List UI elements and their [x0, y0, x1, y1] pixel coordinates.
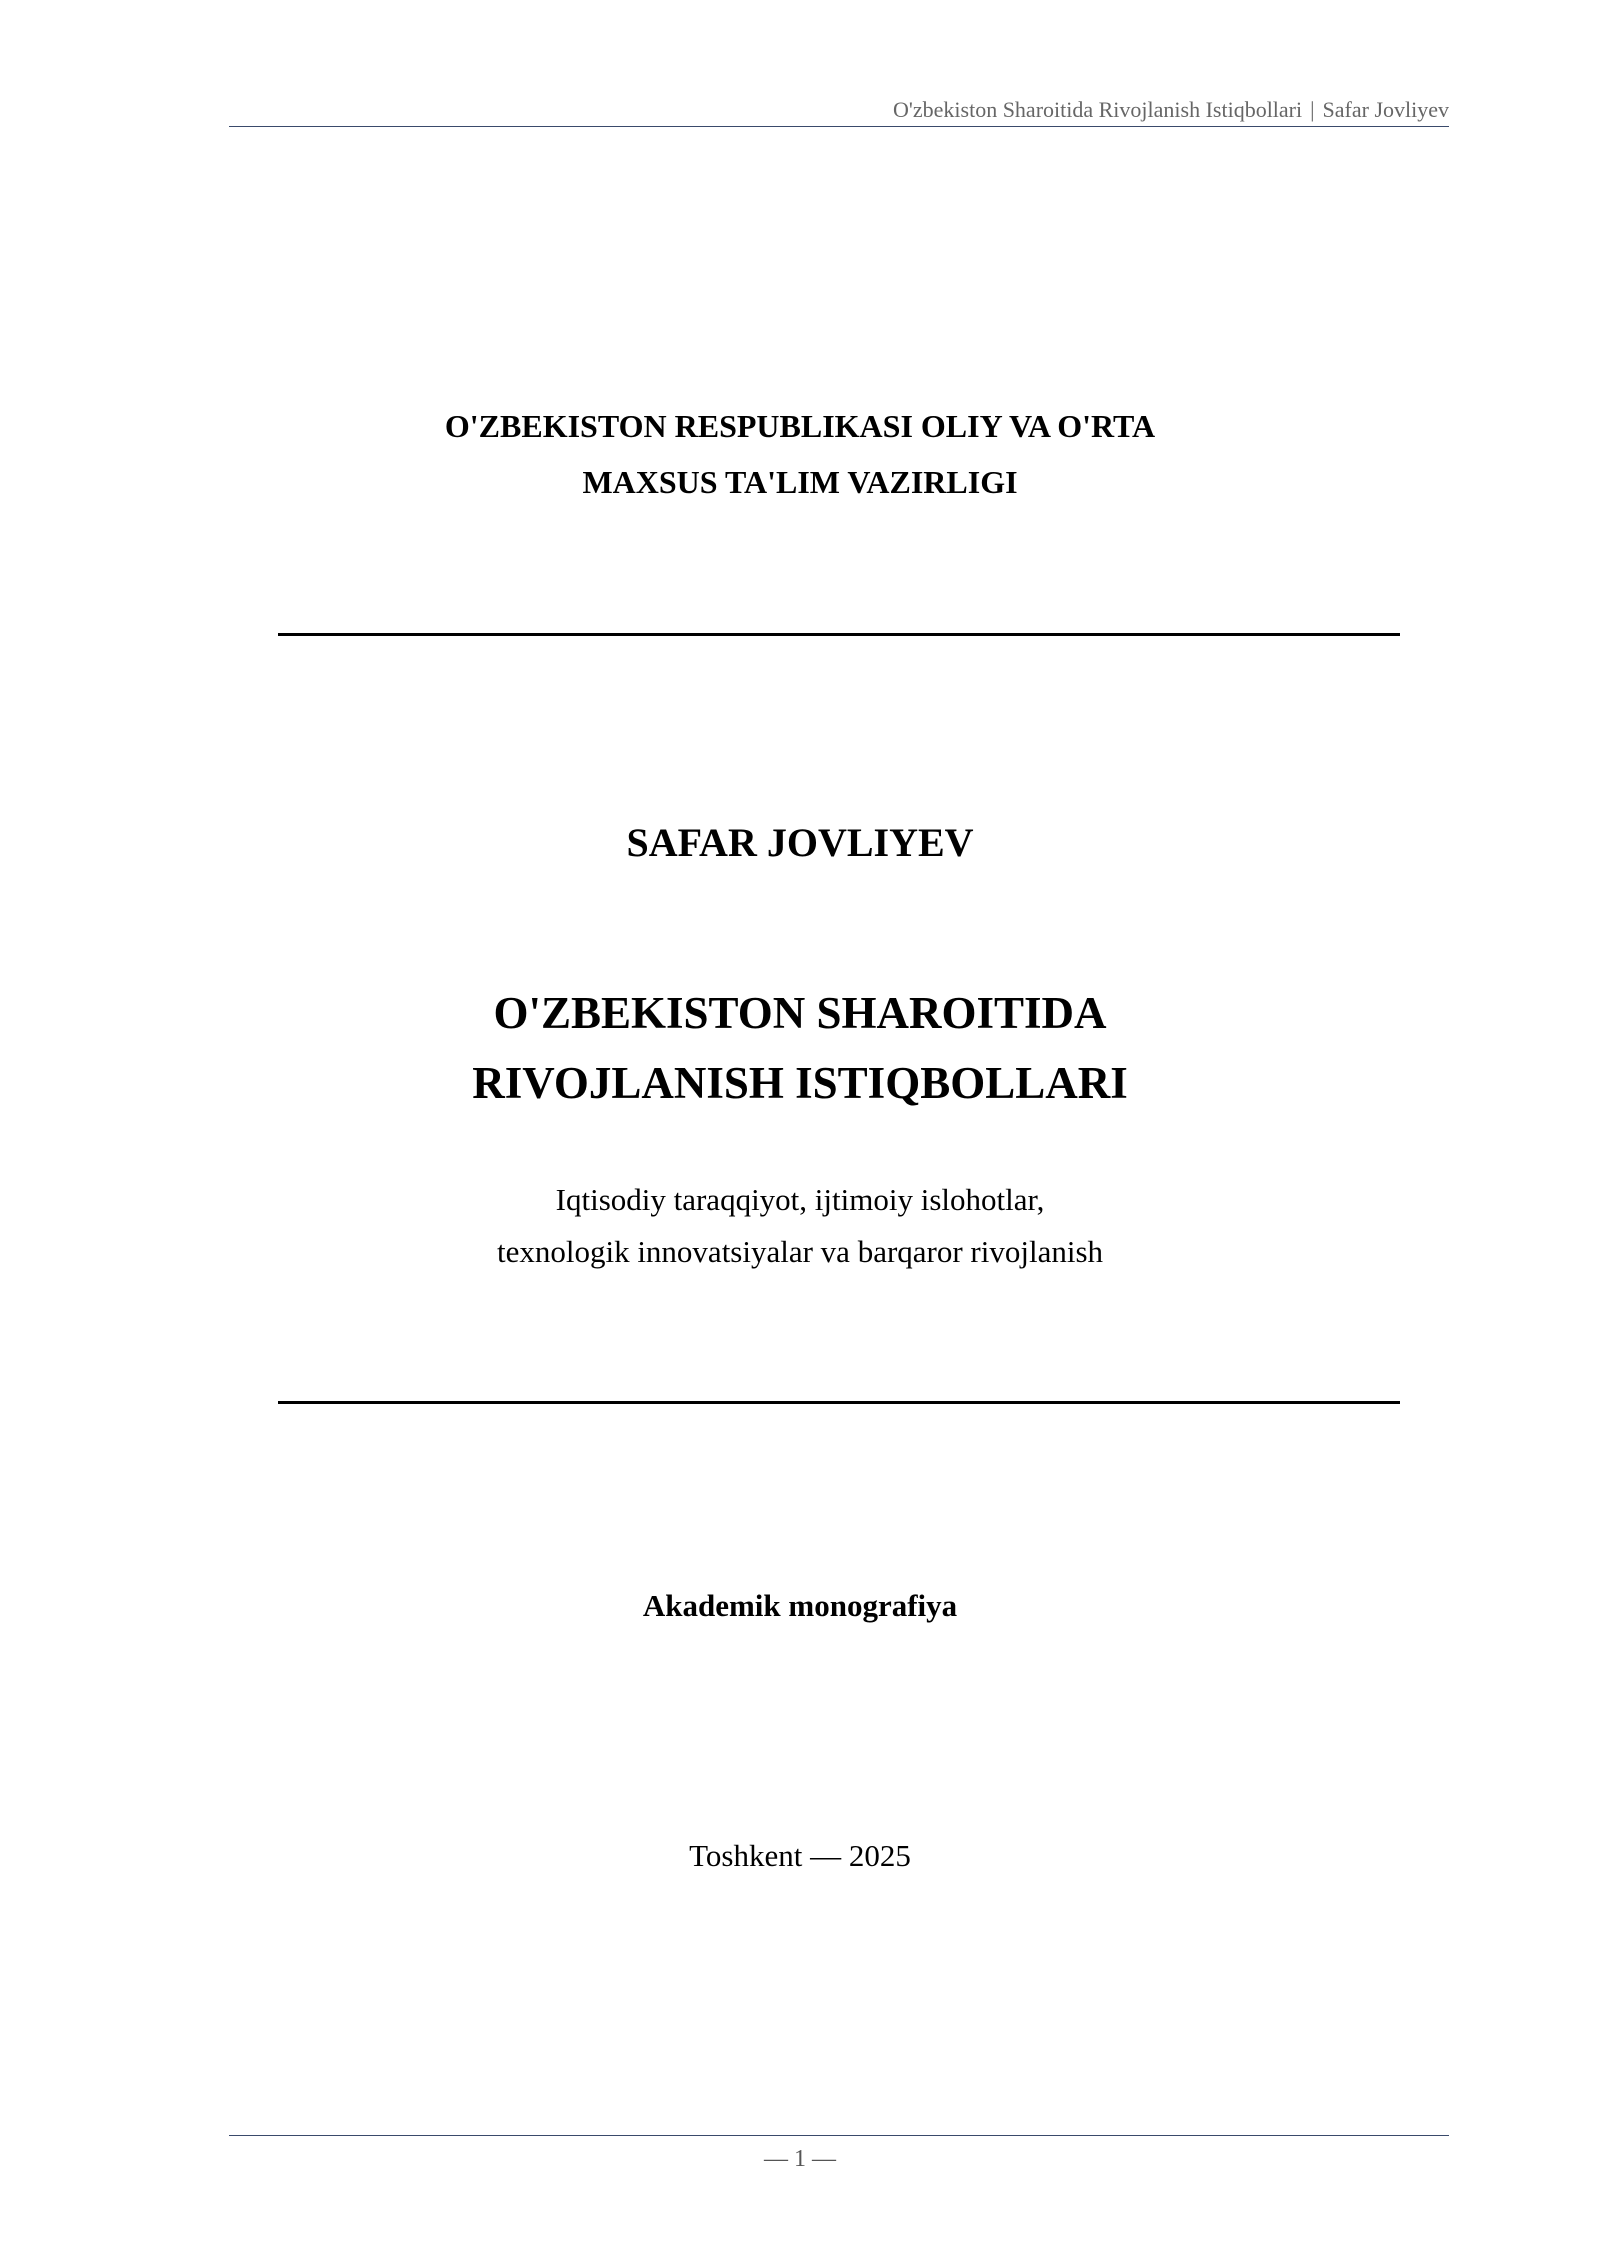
running-header-author: Safar Jovliyev [1322, 97, 1449, 122]
page-number: — 1 — [764, 2146, 836, 2172]
book-title-line-2: RIVOJLANISH ISTIQBOLLARI [472, 1058, 1128, 1108]
book-title-line-1: O'ZBEKISTON SHAROITIDA [493, 988, 1107, 1038]
book-title [0, 978, 1600, 1118]
top-divider [278, 633, 1400, 636]
genre-label: Akademik monografiya [642, 1588, 958, 1623]
running-header [229, 94, 1449, 127]
running-header-separator: | [1310, 97, 1315, 122]
footer-rule [229, 2135, 1449, 2136]
ministry-heading [0, 398, 1600, 510]
book-subtitle-line-1: Iqtisodiy taraqqiyot, ijtimoiy islohotlar, [555, 1182, 1045, 1217]
author-name: SAFAR JOVLIYEV [626, 820, 974, 865]
ministry-line-1: O'ZBEKISTON RESPUBLIKASI OLIY VA O'RTA [444, 408, 1156, 444]
place-year: Toshkent — 2025 [689, 1838, 911, 1873]
book-subtitle-line-2: texnologik innovatsiyalar va barqaror rivojlanish [496, 1234, 1104, 1269]
bottom-divider [278, 1401, 1400, 1404]
book-subtitle [0, 1174, 1600, 1278]
running-header-book-title: O'zbekiston Sharoitida Rivojlanish Istiqbollari [893, 97, 1303, 122]
ministry-line-2: MAXSUS TA'LIM VAZIRLIGI [582, 464, 1018, 500]
